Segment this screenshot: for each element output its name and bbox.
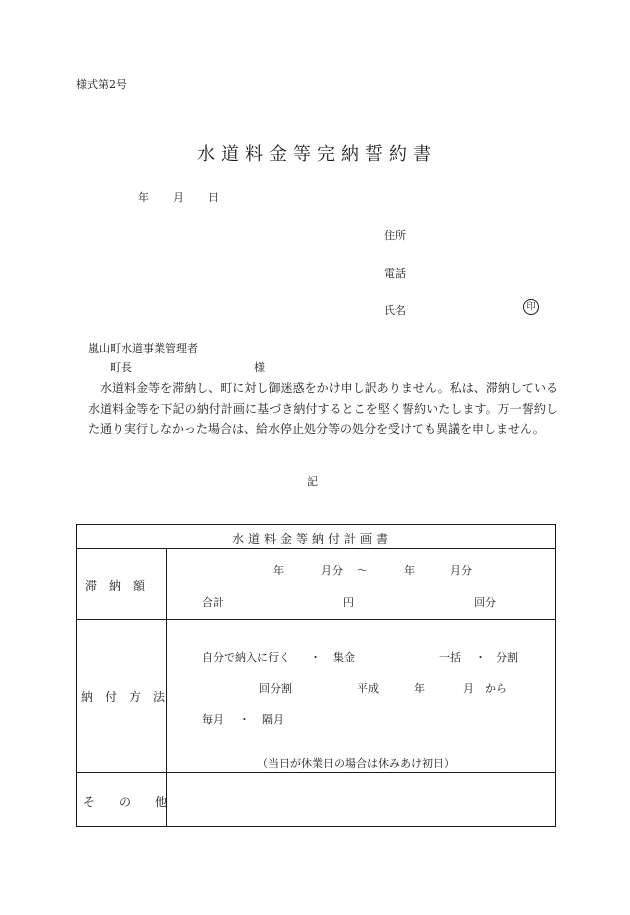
installment-era: 平成: [357, 682, 379, 695]
method-label: 納 付 方 法: [81, 690, 166, 704]
option-lump-sum: 一括: [439, 651, 461, 664]
table-divider: [77, 548, 555, 549]
arrears-times: 回分: [474, 596, 496, 609]
installment-month: 月: [463, 682, 474, 695]
option-separator: ・: [475, 651, 486, 664]
option-installment: 分割: [496, 651, 518, 664]
date-year: 年: [138, 191, 149, 204]
arrears-year-from: 年: [273, 564, 284, 577]
holiday-note: （当日が休業日の場合は休みあけ初日）: [257, 757, 455, 770]
date-month: 月: [173, 191, 184, 204]
option-monthly: 毎月: [202, 713, 224, 726]
table-divider: [77, 772, 555, 773]
form-number: 様式第2号: [76, 78, 127, 91]
address-label: 住所: [384, 229, 406, 242]
recipient-org: 嵐山町水道事業管理者: [88, 342, 198, 355]
payment-plan-table: [76, 524, 556, 827]
name-label: 氏名: [384, 304, 406, 317]
installment-year: 年: [414, 682, 425, 695]
recipient-honorific: 様: [254, 361, 265, 374]
date-day: 日: [208, 191, 219, 204]
pledge-text: 水道料金等を滞納し、町に対し御迷惑をかけ申し訳ありません。私は、滞納している水道料金等を下記の納付計画に基づき納付するとこを堅く誓約いたします。万一誓約した通り実行しなかった場合は、給水停止処分等の処分を受けても異議を申しません。: [88, 381, 558, 436]
arrears-label: 滞 納 額: [85, 579, 146, 593]
installment-count: 回分割: [259, 682, 292, 695]
other-label: そ の 他: [83, 795, 168, 809]
arrears-month-to: 月分: [450, 564, 472, 577]
option-collection: 集金: [333, 651, 355, 664]
page-title: 水道料金等完納誓約書: [197, 144, 437, 165]
arrears-month-from: 月分: [321, 564, 343, 577]
option-bimonthly: 隔月: [262, 713, 284, 726]
arrears-year-to: 年: [404, 564, 415, 577]
arrears-total-label: 合計: [202, 596, 224, 609]
table-divider: [77, 619, 555, 620]
installment-from: から: [485, 682, 507, 695]
option-separator: ・: [239, 713, 250, 726]
table-column-divider: [166, 548, 167, 826]
option-separator: ・: [310, 651, 321, 664]
ki-label: 記: [307, 475, 318, 488]
recipient-title: 町長: [110, 361, 132, 374]
arrears-tilde: ～: [357, 564, 368, 577]
table-title: 水道料金等納付計画書: [232, 532, 393, 546]
option-self-pay: 自分で納入に行く: [202, 651, 290, 664]
phone-label: 電話: [384, 267, 406, 280]
seal-mark: 印: [523, 299, 539, 315]
arrears-yen: 円: [343, 596, 354, 609]
